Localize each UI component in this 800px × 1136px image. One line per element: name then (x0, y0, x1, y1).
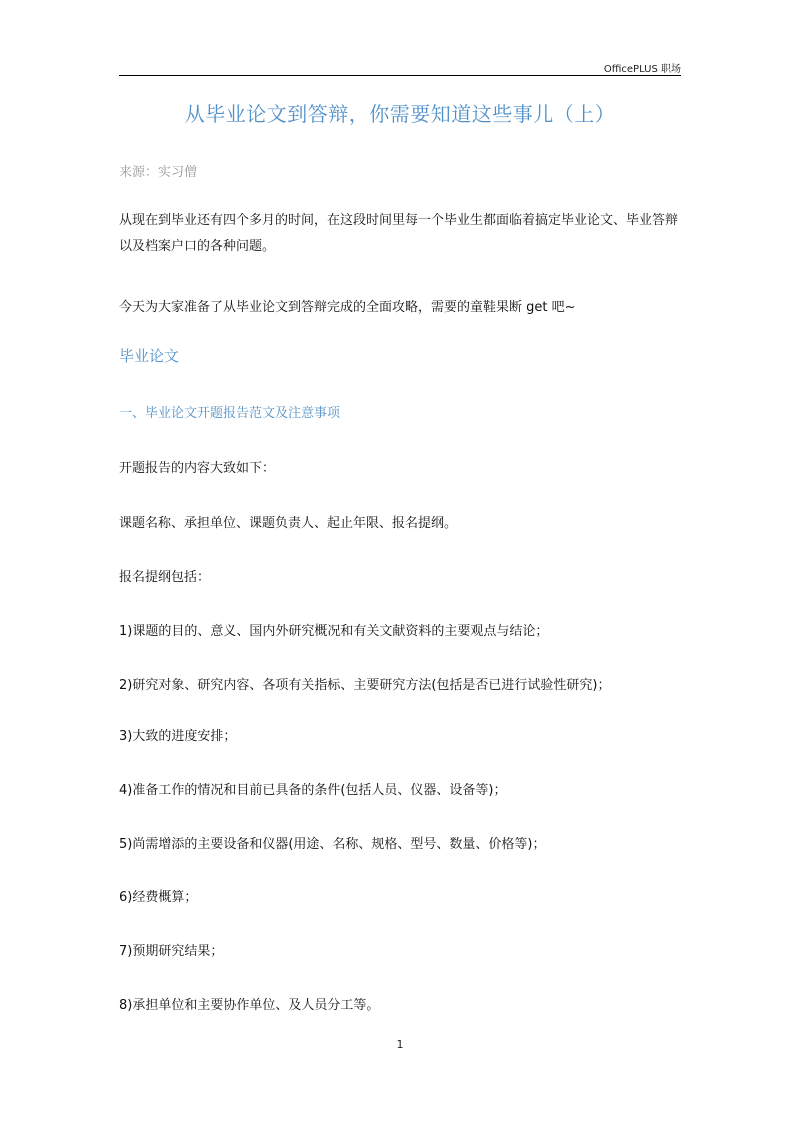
list-item: 7)预期研究结果； (119, 944, 224, 959)
body-items-line: 课题名称、承担单位、课题负责人、起止年限、报名提纲。 (119, 516, 458, 531)
section-heading: 毕业论文 (119, 347, 180, 365)
list-item: 6)经费概算； (119, 890, 198, 905)
list-item: 1)课题的目的、意义、国内外研究概况和有关文献资料的主要观点与结论； (119, 624, 549, 639)
intro-paragraph-2: 今天为大家准备了从毕业论文到答辩完成的全面攻略，需要的童鞋果断 get 吧~ (119, 300, 576, 315)
page-number: 1 (396, 1038, 404, 1051)
list-item: 2)研究对象、研究内容、各项有关指标、主要研究方法(包括是否已进行试验性研究)； (119, 678, 611, 693)
source-line: 来源：实习僧 (119, 165, 198, 180)
list-item: 5)尚需增添的主要设备和仪器(用途、名称、规格、型号、数量、价格等)； (119, 837, 546, 852)
outline-intro: 报名提纲包括： (119, 570, 211, 585)
header-brand: OfficePLUS 职场 (603, 64, 681, 75)
list-item: 3)大致的进度安排； (119, 729, 237, 744)
header-divider (119, 75, 681, 76)
list-item: 4)准备工作的情况和目前已具备的条件(包括人员、仪器、设备等)； (119, 783, 507, 798)
body-lead: 开题报告的内容大致如下： (119, 461, 276, 476)
document-title: 从毕业论文到答辩，你需要知道这些事儿（上） (184, 102, 616, 126)
list-item: 8)承担单位和主要协作单位、及人员分工等。 (119, 998, 380, 1013)
section-subheading: 一、毕业论文开题报告范文及注意事项 (119, 406, 341, 421)
intro-paragraph-1: 从现在到毕业还有四个多月的时间，在这段时间里每一个毕业生都面临着搞定毕业论文、毕业答辩以及档案户口的各种问题。 (119, 213, 679, 254)
